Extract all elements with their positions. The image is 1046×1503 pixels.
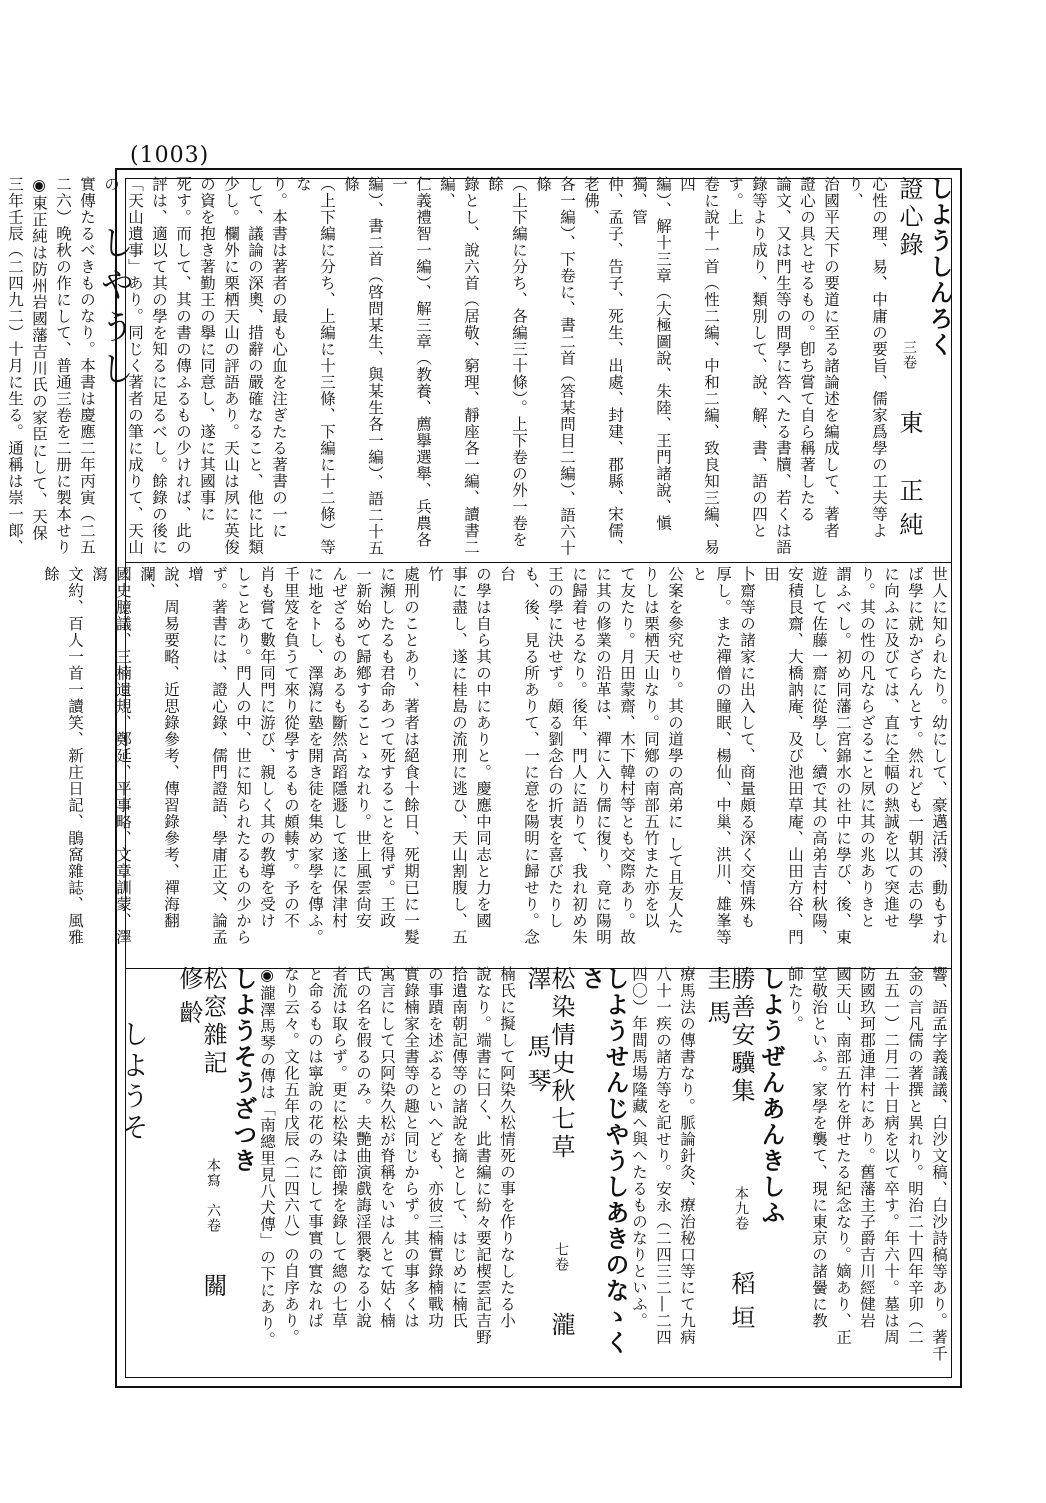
text-column: 卜齋等の諸家に出入して、商量頗る深く交情殊も — [738, 566, 756, 929]
text-column: しことあり。門人の中、世に知られたるもの少から — [234, 566, 252, 946]
entry-title-line — [525, 966, 573, 1368]
text-column: 金の言凡儒の著撰と異れり。明治二十四年辛卯（二 — [906, 966, 924, 1346]
text-column: 四〇）年間馬場隆藏へ與へたるものなりといふ。 — [630, 966, 648, 1329]
text-column: と命るものは寧說の花のみにして事實の實なれば — [306, 966, 324, 1329]
entry-volumes: 本九卷 — [733, 1186, 749, 1231]
entry-title: 勝善安驥集 — [727, 966, 755, 1106]
text-column: 治國平天下の要道に至る諸論述を編成して、著者 — [822, 176, 840, 539]
text-column: 公案を參究せり。其の道學の高弟に して且友人た — [666, 566, 684, 935]
section-continuation — [42, 566, 951, 958]
text-column: 錄等より成り、類別して、說、解、書、語の四とす。上 — [726, 176, 768, 539]
text-column: に向ふに及びては、直に全幅の熱誠を以て突進せ — [882, 566, 900, 929]
text-column: 響、語孟字義議議、白沙文稿、白沙詩稿等あり。著千 — [930, 966, 948, 1362]
entry-title: 松窓雜記 — [199, 966, 227, 1078]
text-column: ば學に就かざらんとす。然れども一朝其の志の學 — [906, 566, 924, 929]
text-column: んぜざるものあるも斷然高蹈隱遯して遂に保津村 — [330, 566, 348, 929]
text-column: 厚し。また禪僧の瞳眠、楊仙、中巢、洪川、雄峯等と — [690, 566, 732, 946]
entry-kana: しようしんろく — [925, 176, 954, 358]
text-column: 楠氏に擬して阿染久松情死の事を作りなしたる小 — [498, 966, 516, 1329]
entry-title-line — [897, 176, 921, 558]
text-column: て友たり。月田蒙齋、木下韓村等とも交際あり。故 — [618, 566, 636, 946]
text-column: 謂ふべし。初め同藩二宮錦水の社中に學び、後、東 — [834, 566, 852, 946]
text-column: 世人に知られたり。幼にして、豪邁活潑、動もすれ — [930, 566, 948, 946]
text-column: の資を抱き著勤王の擧に同意し、遂に其國事に — [198, 176, 216, 523]
margin-heading-shiyouso: しようそ — [117, 1020, 148, 1144]
text-column: 編）、書二首（啓問某生、與某生各一編）、語二十五條 — [342, 176, 384, 557]
text-column: 錄とし、說六首（居敬、窮理、靜座各一編、讀書二編、 — [438, 176, 480, 556]
text-column: 一新始めて歸鄕することゝなれり。世上風雲尙安 — [354, 566, 372, 929]
text-column: ◉瀧澤馬琴の傳は「南總里見八犬傳」の下にあり。 — [258, 966, 276, 1348]
text-column: も、後、見る所ありて、一に意を陽明に歸せり。念台 — [498, 566, 540, 946]
text-column: 國史臆議、三楠遺規、鄭延、平事略、文章訓蒙、澤瀉 — [90, 566, 132, 946]
entry-title-line — [703, 966, 755, 1373]
text-column: 處刑のことあり、著者は絕食十餘日、死期已に一髮 — [402, 566, 420, 946]
entry-author: 稻垣 圭馬 — [703, 966, 755, 1373]
text-column: （上下編に分ち、上編に十三條、下編に十二條）等な — [294, 176, 336, 556]
text-column: 國天山、南部五竹を併せたる紀念なり。嫡あり、正 — [834, 966, 852, 1346]
text-column: 說なり。端書に曰く、此書編に紛々要記楔雲記吉野 — [474, 966, 492, 1346]
entry-title-line — [177, 966, 225, 1368]
text-column: 死す。而して、其の書の傳ふるもの少ければ、此の — [174, 176, 192, 556]
text-column: （上下編に分ち、各編三十條）。上下卷の外一卷を餘 — [486, 176, 528, 548]
text-column: 實錄楠家全書等の趣と同じからず。其の事多くは — [402, 966, 420, 1329]
entry-title: 松染情史秋七草 — [547, 966, 575, 1162]
text-column: 事に盡し、遂に桂島の流刑に逃ひ、天山割腹し、五竹 — [426, 566, 468, 946]
entry-author: 東 正純 — [895, 410, 923, 546]
text-column: りしは栗栖天山なり。同鄕の南部五竹また亦を以 — [642, 566, 660, 929]
text-column: 遊して佐藤一齋に從學し、續で其の高弟吉村秋陽、 — [810, 566, 828, 946]
text-column: り。本書は著者の最も心血を注ぎたる著書の一に — [270, 176, 288, 539]
text-column: 少し。欄外に栗栖天山の評語あり。天山は夙に英俊 — [222, 176, 240, 556]
text-column: 論文、又は門生等の問學に答へたる書牘、若くは語 — [774, 176, 792, 556]
text-column: 心性の理、易、中庸の要旨、儒家爲學の工夫等より、 — [846, 176, 888, 539]
text-column: に地をトし、澤瀉に塾を開き徒を集め家學を傳ふ。 — [306, 566, 324, 946]
text-column: ず。著書には、證心錄、儒門證語、學庸正文、論孟增 — [186, 566, 228, 946]
section-divider-1 — [126, 562, 951, 563]
text-column: 三年壬辰（二四九二）十月に生る。通稱は崇一郞、 — [6, 176, 24, 556]
entry-volumes: 三卷 — [901, 340, 917, 370]
text-column: 各一編）、下卷に、書二首（答某問目二編）、語六十條 — [534, 176, 576, 557]
entry-author: 關 修齡 — [175, 966, 227, 1341]
entry-kana: しようそうざつき — [229, 966, 258, 1174]
entry-kana: しようぜんあんきしふ — [757, 966, 786, 1226]
page-number: (1003) — [130, 143, 210, 168]
text-column: に歸着せるなり。後年、門人に語りて、我れ初め朱 — [570, 566, 588, 946]
text-column: 「天山遺事」あり。同じく著者の筆に成りて、天山の — [102, 176, 144, 556]
text-column: 證心の具とせるもの。卽ち嘗て自ら稱著したる — [798, 176, 816, 523]
text-column: 五五一）二月二十日病を以て卒す。年六十。墓は周 — [882, 966, 900, 1346]
text-column: 氏の名を假るのみ。夫艷曲演戲誨淫猥褻なる小說 — [354, 966, 372, 1329]
text-column: 王の學に決せず。頗る劉念台の折衷を喜びたりし — [546, 566, 564, 929]
text-column: 防國玖珂郡通津村にあり。舊藩主子爵吉川經健岩 — [858, 966, 876, 1329]
text-column: 評は、適以て其の學を知るに足るべし。餘錄の後に — [150, 176, 168, 556]
entry-author: 瀧澤 馬琴 — [523, 966, 575, 1346]
entry-title: 證心錄 — [895, 176, 923, 260]
text-column: して、議論の深奧、措辭の嚴確なること、他に比類 — [246, 176, 264, 556]
text-column: なり云々。文化五年戊辰（二四六八）の自序あり。 — [282, 966, 300, 1346]
text-column: ◉東正純は防州岩國藩吉川氏の家臣にして、天保 — [30, 176, 48, 542]
text-column: 仲、孟子、告子、死生、出處、封建、郡縣、宋儒、老佛、 — [582, 176, 624, 556]
text-column: 安積艮齋、大橋訥庵、及び池田草庵、山田方谷、門田 — [762, 566, 804, 946]
text-column: に其の修業の沿革は、禪に入り儒に復り、竟に陽明 — [594, 566, 612, 946]
entry-volumes: 本寫 六卷 — [205, 1158, 221, 1233]
text-column: 肖も嘗て數年同門に游び、親しく其の教導を受け — [258, 566, 276, 929]
text-column: 拾遺南朝記傳等の諸說を摘として、はじめに楠氏 — [450, 966, 468, 1329]
entry-kana: しようせんじやうしあきのなゝくさ — [577, 966, 630, 1356]
text-column: 者流は取らず。更に松染は節操を錄して總の七草 — [330, 966, 348, 1329]
text-column: の事蹟を述ぶるといへども、亦彼三楠實錄楠戰功 — [426, 966, 444, 1329]
entry-volumes: 七卷 — [553, 1242, 569, 1272]
text-column: 編）、解十三章（大極圖說、朱陸、王門諸說、愼獨、管 — [630, 176, 672, 532]
text-column: 說、周易要略、近思錄參考、傳習錄參考、禪海翻瀾、 — [138, 566, 180, 929]
text-column: に瀕したるも君命あつて死することを得ず。王政 — [378, 566, 396, 929]
text-column: 師たり。 — [786, 966, 804, 1032]
text-column: 寓言にして只阿染久松が脊稱をいはんとて姑く楠 — [378, 966, 396, 1329]
text-column: 八十一疾の諸方等を記せり。安永（二四三二―二四 — [654, 966, 672, 1346]
text-column: 文約、百人一首一讀笑、新庄日記、鵑窩雜誌、風雅餘 — [42, 566, 84, 946]
text-column: 二六）晚秋の作にして、普通三卷を二册に製本せり — [54, 176, 72, 556]
margin-heading-shiyaushi: しやうし — [94, 225, 134, 393]
text-column: り。其の性の凡ならざること夙に其の兆ありきと — [858, 566, 876, 929]
text-column: 仁義禮智一編）、解三章（教養、薦擧選舉、兵農各一 — [390, 176, 432, 548]
text-column: 千里笈を負うて來り從學するもの頗輳す。予の不 — [282, 566, 300, 929]
text-column: 療馬法の傳書なり。脈論針灸、療治秘口等にて九病 — [678, 966, 696, 1346]
section-bottom-entries — [133, 966, 951, 1373]
text-column: 實傳たるべきものなり。本書は慶應二年丙寅（二五 — [78, 176, 96, 556]
text-column: 堂敬治といふ。家學を襲て、現に東京の諸黌に教 — [810, 966, 828, 1329]
text-column: 卷に說十一首（性二編、中和二編、致良知三編、易四 — [678, 176, 720, 556]
text-column: の學は自ら其の中にありと。慶應中同志と力を國 — [474, 566, 492, 929]
